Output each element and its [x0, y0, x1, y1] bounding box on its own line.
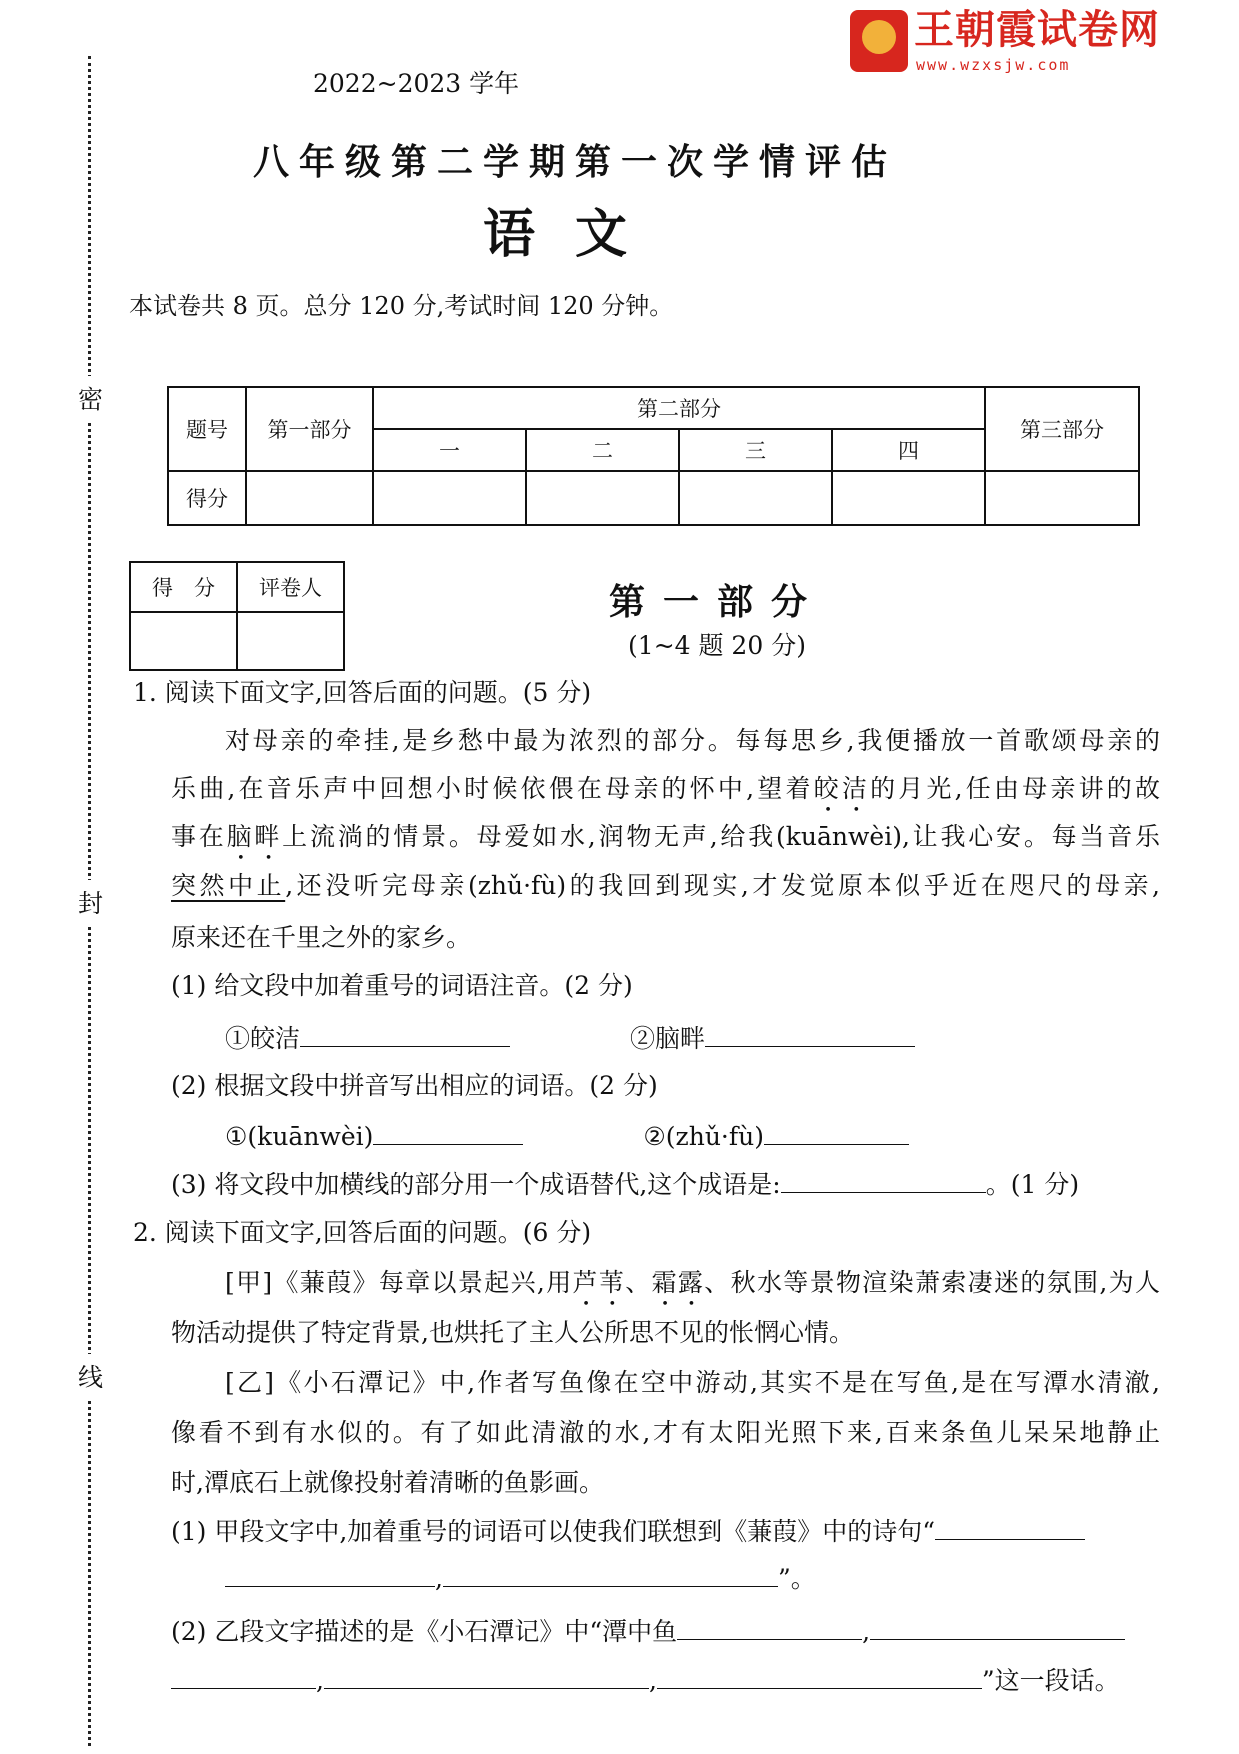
- header-part3: 第三部分: [985, 387, 1139, 471]
- text-line: [171, 1317, 854, 1349]
- answer-blank[interactable]: [935, 1515, 1085, 1540]
- score-cell[interactable]: [373, 471, 526, 525]
- text-line: [171, 1664, 1120, 1697]
- text-segment: 、秋水等景物渲染萧索凄迷的氛围,为人: [704, 1268, 1160, 1297]
- emphasized-word: 芦苇: [572, 1268, 626, 1297]
- header-sub-2: 二: [526, 429, 679, 471]
- underlined-phrase: 突然中止: [171, 871, 286, 900]
- text-segment: 的月光,任由母亲讲的故: [870, 774, 1160, 803]
- answer-blank[interactable]: [324, 1664, 649, 1689]
- answer-blank[interactable]: [677, 1615, 862, 1640]
- text-segment: ”。: [777, 1564, 816, 1593]
- text-line: [171, 922, 471, 954]
- text-line: [171, 1515, 1085, 1548]
- mini-reviewer: 评卷人: [237, 562, 344, 612]
- text-segment: 原来还在千里之外的家乡。: [171, 923, 472, 952]
- text-segment: ②(zhǔ·fù): [643, 1122, 764, 1151]
- text-segment: (1) 甲段文字中,加着重号的词语可以使我们联想到《蒹葭》中的诗句“: [171, 1517, 936, 1546]
- text-segment: ,: [648, 1666, 657, 1695]
- text-segment: [乙]《小石潭记》中,作者写鱼像在空中游动,其实不是在写鱼,是在写潭水清澈,: [225, 1368, 1160, 1397]
- logo-name: 王朝霞试卷网: [914, 7, 1160, 53]
- text-segment: ①皎洁: [225, 1024, 301, 1053]
- text-segment: 对母亲的牵挂,是乡愁中最为浓烈的部分。每每思乡,我便播放一首歌颂母亲的: [225, 726, 1160, 755]
- answer-blank[interactable]: [657, 1664, 982, 1689]
- text-line: [171, 870, 1160, 902]
- text-segment: 上流淌的情景。母爱如水,润物无声,给我(kuānwèi),让我心安。每当音乐: [282, 822, 1160, 851]
- score-cell[interactable]: [832, 471, 985, 525]
- text-segment: (3) 将文段中加横线的部分用一个成语替代,这个成语是:: [171, 1170, 781, 1199]
- text-line: [171, 970, 633, 1002]
- text-line: [171, 1417, 1160, 1449]
- score-cell[interactable]: [679, 471, 832, 525]
- text-segment: (1) 给文段中加着重号的词语注音。(2 分): [171, 971, 633, 1000]
- binding-mark-xian: 线: [78, 1354, 103, 1398]
- header-sub-4: 四: [832, 429, 985, 471]
- emphasized-word: 皎洁: [813, 774, 871, 803]
- text-line: [225, 725, 1160, 757]
- text-segment: 事在: [171, 822, 227, 851]
- text-line: [171, 1168, 1079, 1201]
- text-line: [171, 821, 1160, 866]
- text-segment: 1. 阅读下面文字,回答后面的问题。(5 分): [133, 678, 592, 707]
- text-line: [171, 1467, 604, 1499]
- score-cell[interactable]: [985, 471, 1139, 525]
- subject-title: 语文: [482, 204, 667, 265]
- answer-blank[interactable]: [781, 1168, 986, 1193]
- score-table: [167, 386, 1140, 526]
- answer-blank[interactable]: [373, 1120, 523, 1145]
- emphasized-word: 霜露: [651, 1268, 705, 1297]
- logo-url: www.wzxsjw.com: [916, 56, 1071, 74]
- row-defen: 得分: [168, 471, 246, 525]
- text-line: [225, 1022, 915, 1055]
- text-segment: ”这一段话。: [981, 1666, 1120, 1695]
- header-part2: 第二部分: [373, 387, 985, 429]
- answer-blank[interactable]: [171, 1664, 316, 1689]
- answer-blank[interactable]: [870, 1615, 1125, 1640]
- school-year: 2022~2023 学年: [313, 69, 520, 98]
- text-segment: (2) 乙段文字描述的是《小石潭记》中“潭中鱼: [171, 1617, 678, 1646]
- text-segment: ②脑畔: [630, 1024, 706, 1053]
- text-segment: ①(kuānwèi): [225, 1122, 374, 1151]
- mini-defen: 得 分: [130, 562, 237, 612]
- text-segment: 、: [625, 1268, 652, 1297]
- header-part1: 第一部分: [246, 387, 373, 471]
- text-segment: 像看不到有水似的。有了如此清澈的水,才有太阳光照下来,百来条鱼儿呆呆地静止: [171, 1418, 1160, 1447]
- header-sub-3: 三: [679, 429, 832, 471]
- answer-blank[interactable]: [764, 1120, 909, 1145]
- text-segment: 时,潭底石上就像投射着清晰的鱼影画。: [171, 1468, 604, 1497]
- text-segment: (2) 根据文段中拼音写出相应的词语。(2 分): [171, 1071, 658, 1100]
- text-segment: ,还没听完母亲(zhǔ·fù)的我回到现实,才发觉原本似乎近在咫尺的母亲,: [285, 871, 1160, 900]
- text-line: [171, 1615, 1125, 1648]
- section-title: 第一部分: [608, 581, 825, 623]
- text-segment: ,: [316, 1666, 324, 1695]
- text-segment: 物活动提供了特定背景,也烘托了主人公所思不见的怅惘心情。: [171, 1318, 854, 1347]
- header-sub-1: 一: [373, 429, 526, 471]
- binding-mark-feng: 封: [78, 880, 103, 924]
- text-line: [225, 1562, 816, 1595]
- header-tihao: 题号: [168, 387, 246, 471]
- text-line: [225, 1120, 909, 1153]
- exam-title: 八年级第二学期第一次学情评估: [252, 141, 897, 183]
- emphasized-word: 脑畔: [226, 822, 283, 851]
- score-cell[interactable]: [526, 471, 679, 525]
- score-cell[interactable]: [246, 471, 373, 525]
- logo-emblem-icon: [850, 10, 908, 72]
- text-line: [225, 1367, 1160, 1399]
- text-line: [133, 1217, 591, 1249]
- site-logo: [850, 8, 1170, 78]
- text-segment: 2. 阅读下面文字,回答后面的问题。(6 分): [133, 1218, 592, 1247]
- section-range: (1~4 题 20 分): [628, 631, 806, 660]
- text-line: [225, 1267, 1160, 1312]
- text-segment: [甲]《蒹葭》每章以景起兴,用: [225, 1268, 573, 1297]
- text-segment: ,: [435, 1564, 443, 1593]
- binding-mark-mi: 密: [78, 376, 103, 420]
- text-segment: ,: [862, 1617, 871, 1646]
- text-line: [133, 677, 591, 709]
- text-segment: 。(1 分): [985, 1170, 1080, 1199]
- text-segment: 乐曲,在音乐声中回想小时候依偎在母亲的怀中,望着: [171, 774, 814, 803]
- answer-blank[interactable]: [300, 1022, 510, 1047]
- text-line: [171, 1070, 658, 1102]
- answer-blank[interactable]: [225, 1562, 435, 1587]
- exam-info: 本试卷共 8 页。总分 120 分,考试时间 120 分钟。: [129, 292, 674, 320]
- text-line: [171, 773, 1160, 818]
- answer-blank[interactable]: [705, 1022, 915, 1047]
- answer-blank[interactable]: [443, 1562, 778, 1587]
